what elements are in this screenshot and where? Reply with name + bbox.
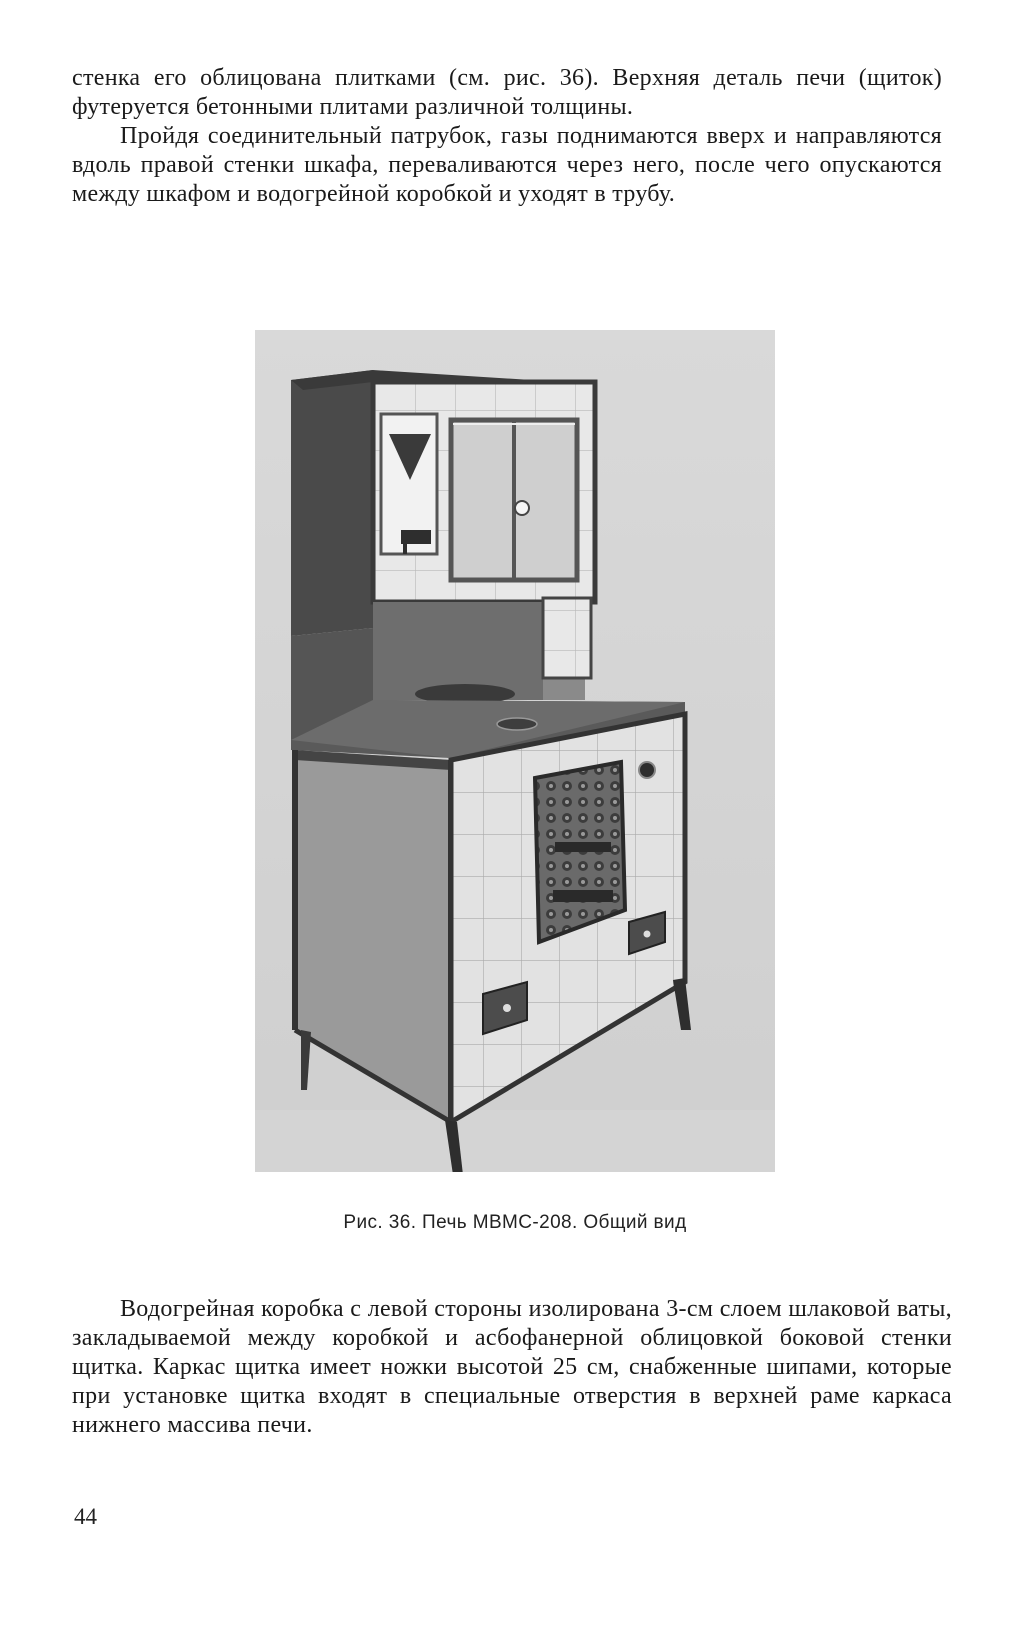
paragraph-gas-flow: Пройдя соединительный патрубок, газы поднимаются вверх и направляются вдоль правой стенки шкафа, переваливаются через него, после чего опускаются между шкафом и водогрейной коробкой и уходят в трубу. — [72, 123, 942, 207]
door-knob-icon — [515, 501, 529, 515]
stove-photo — [255, 330, 775, 1172]
page-number: 44 — [74, 1504, 97, 1529]
top-text-block — [72, 64, 942, 209]
hotplate-icon — [497, 718, 537, 730]
damper-knob-icon — [639, 762, 655, 778]
stove-figure — [255, 330, 775, 1172]
tap-icon — [401, 530, 431, 544]
paragraph-insulation: Водогрейная коробка с левой стороны изолирована 3-см слоем шлаковой ваты, закладываемой между коробкой и асбофанерной облицовкой боковой стенки щитка. Каркас щитка имеет ножки высотой 25 см, снабженные шипами, которые при установке щитка входят в специальные отверстия в верхней раме каркаса нижнего массива печи. — [72, 1296, 952, 1438]
bottom-text-block — [72, 1295, 952, 1440]
paragraph-continuation: стенка его облицована плитками (см. рис. 36). Верхняя деталь печи (щиток) футеруется бетонными плитами различной толщины. — [72, 65, 942, 120]
upper-cabinet — [291, 370, 595, 636]
figure-caption: Рис. 36. Печь МВМС-208. Общий вид — [343, 1212, 687, 1233]
